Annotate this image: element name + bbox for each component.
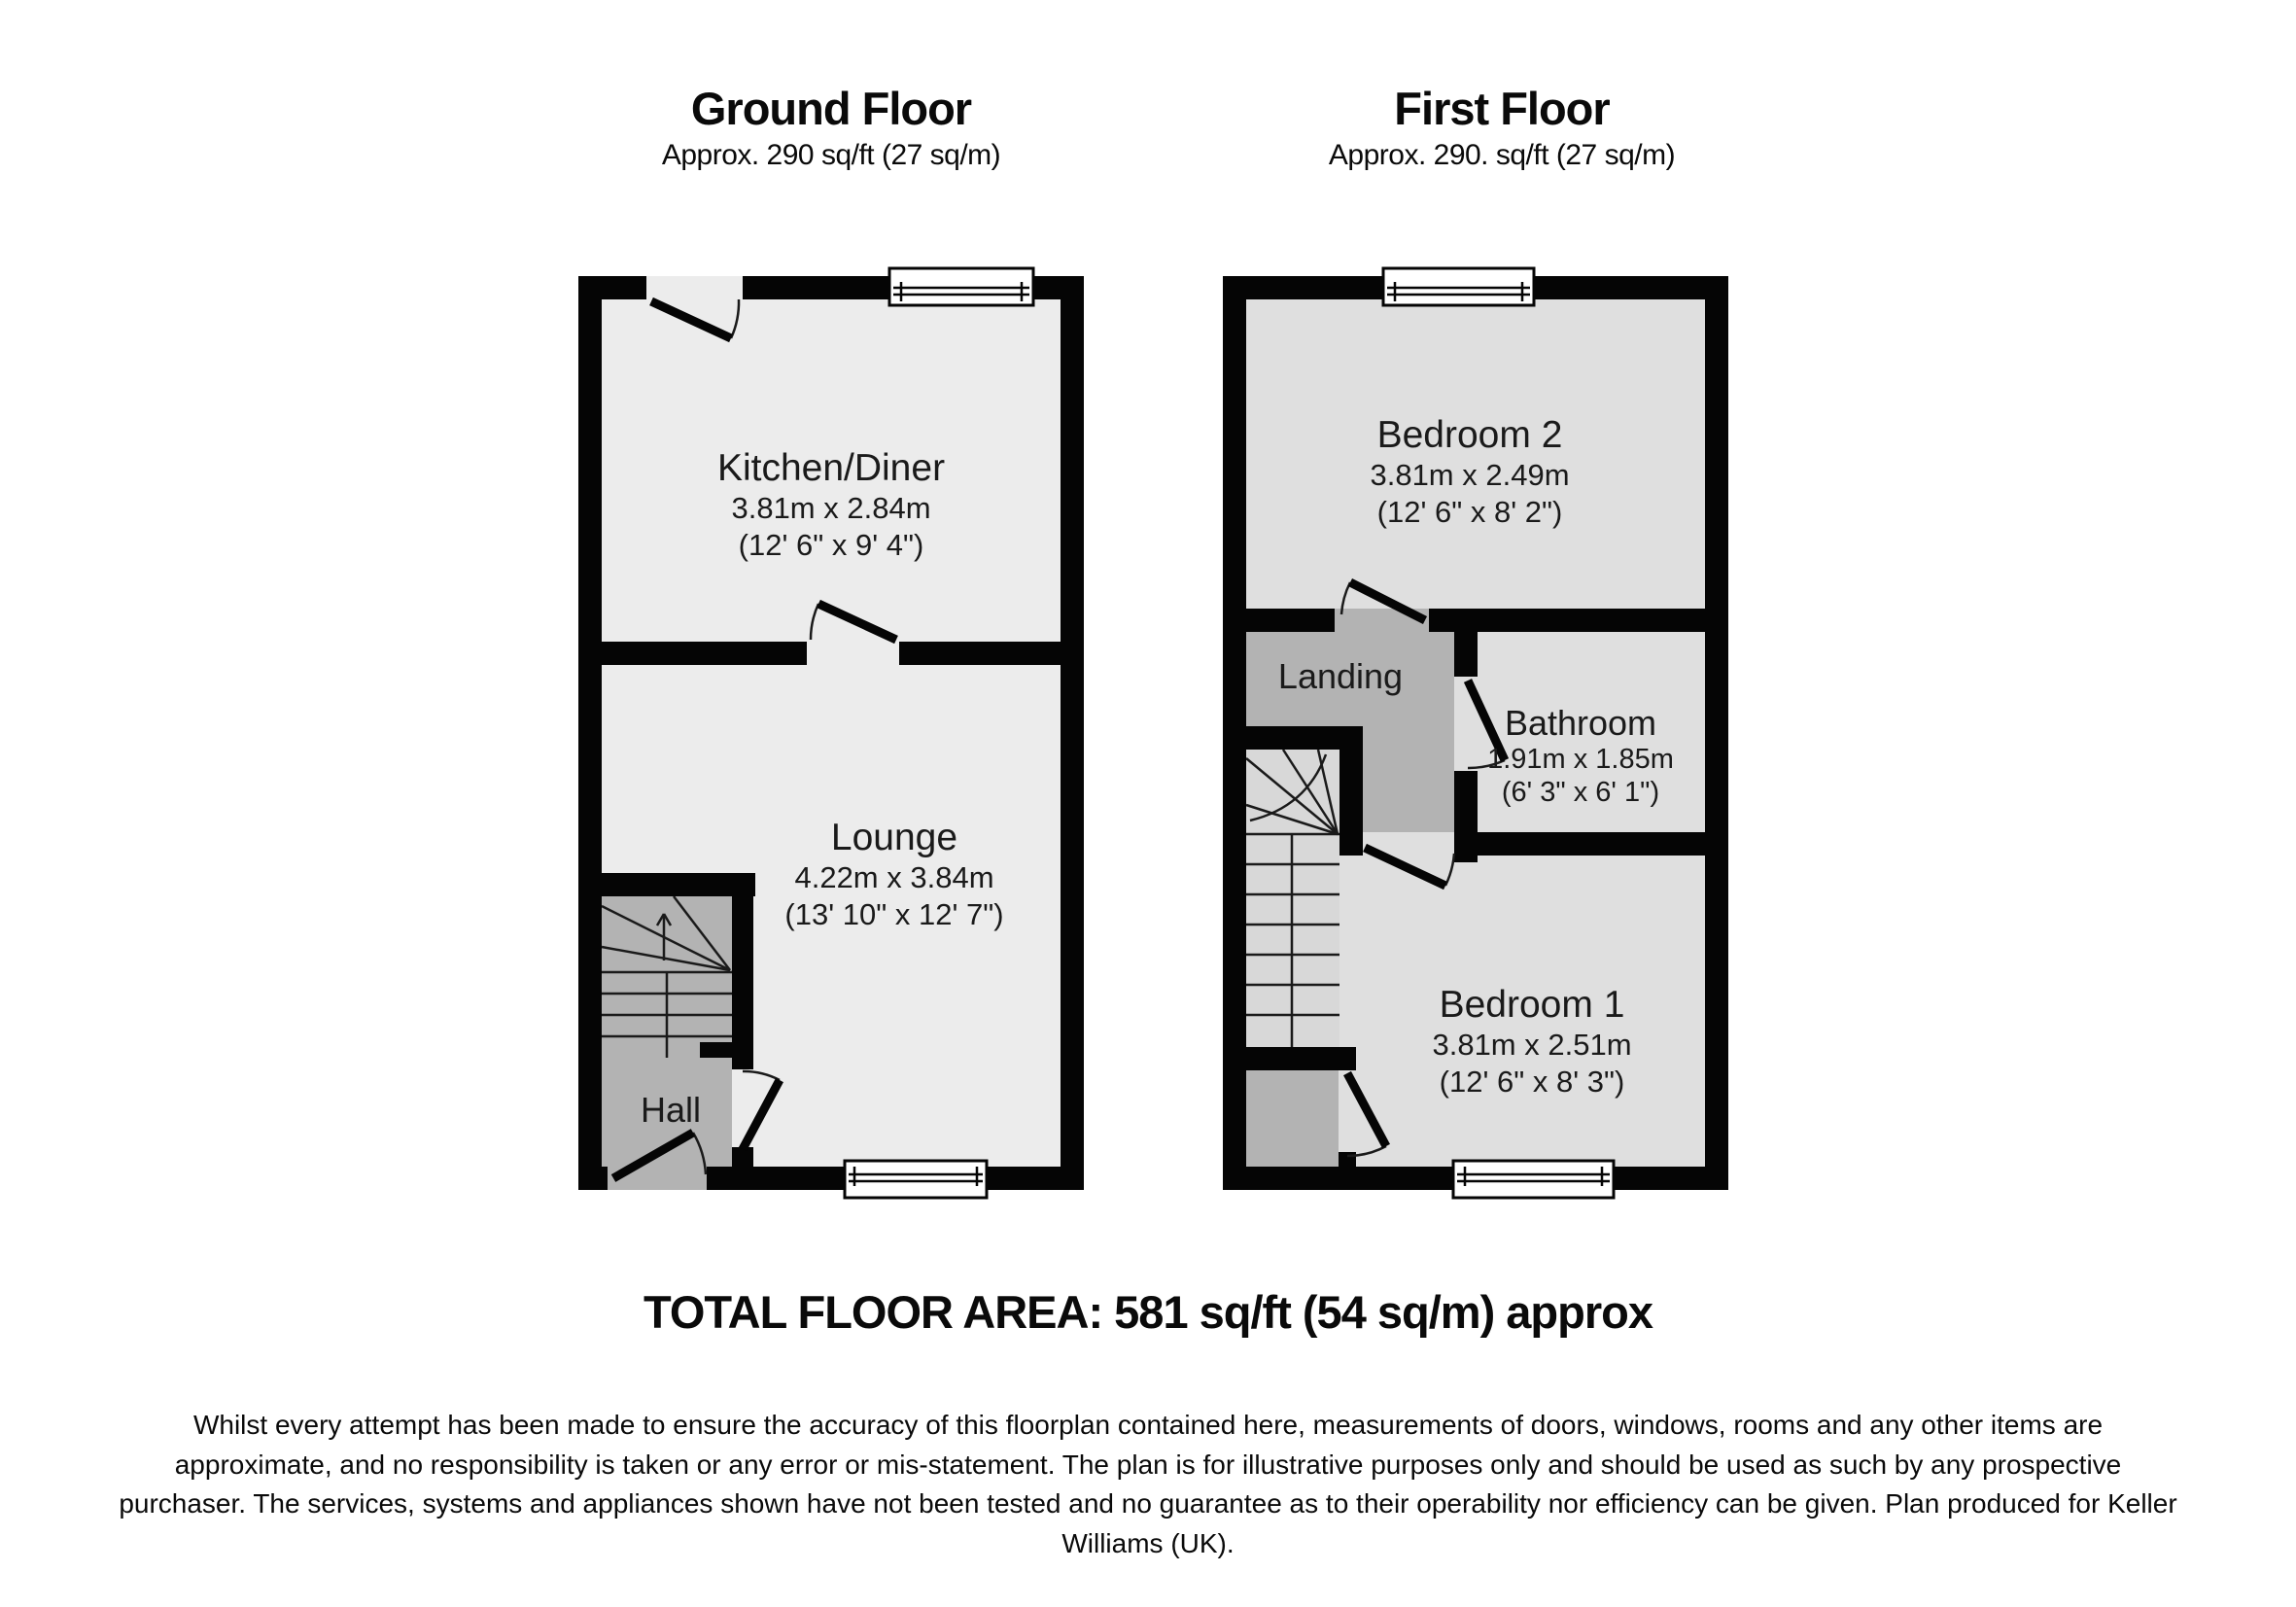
room-name: Bathroom [1504,703,1657,743]
room-name: Lounge [830,817,958,858]
bedroom1-window-icon [1453,1161,1614,1198]
room-label-bedroom1 [1338,984,1726,1100]
ground-floor-header [520,84,1142,175]
room-label-lounge [700,817,1089,933]
room-dims-metric: 3.81m x 2.51m [1432,1028,1632,1062]
understairs-fill [1246,1070,1339,1167]
kitchen-window-icon [889,268,1033,305]
lounge-window-icon [845,1161,987,1198]
first-floor-subtitle: Approx. 290. sq/ft (27 sq/m) [1328,139,1676,171]
room-dims-imperial: (12' 6" x 9' 4") [738,528,924,562]
room-label-bathroom [1386,704,1775,809]
room-name: Kitchen/Diner [716,447,946,489]
room-label-kitchen [637,447,1026,564]
first-floor-header [1191,84,1813,175]
room-dims-metric: 1.91m x 1.85m [1487,744,1674,775]
room-name: Landing [1277,656,1404,696]
room-dims-imperial: (12' 6" x 8' 2") [1376,495,1563,529]
disclaimer-text: Whilst every attempt has been made to ensure the accuracy of this floorplan contained here, measurements of doors, windows, rooms and any other items are approximate, and no responsibility is taken or any error or mis-statement. The plan is for illustrative purposes only and should be used as such by any prospective purchaser. The services, systems and appliances shown have not been tested and no guarantee as to their operability nor efficiency can be given. Plan produced for Keller Williams (UK). [119,1410,2177,1558]
room-name: Bedroom 1 [1439,984,1625,1026]
first-floor-plan [1223,276,1728,1190]
room-dims-imperial: (6' 3" x 6' 1") [1501,777,1660,808]
room-dims-metric: 3.81m x 2.84m [731,491,931,525]
ground-floor-subtitle: Approx. 290 sq/ft (27 sq/m) [661,139,1001,171]
total-floor-area: TOTAL FLOOR AREA: 581 sq/ft (54 sq/m) approx [643,1286,1652,1338]
room-label-bedroom2 [1275,414,1664,531]
ground-floor-drawing [578,276,1084,1190]
room-dims-metric: 3.81m x 2.49m [1370,458,1570,492]
room-name: Hall [640,1090,701,1130]
bedroom2-window-icon [1383,268,1534,305]
room-label-hall [574,1091,768,1130]
room-name: Bedroom 2 [1376,414,1563,456]
ground-floor-plan [578,276,1084,1190]
kitchen-door-threshold [646,276,743,299]
room-dims-metric: 4.22m x 3.84m [794,860,994,894]
room-label-landing [1243,657,1438,696]
first-floor-title: First Floor [1394,83,1610,134]
ground-floor-title: Ground Floor [690,83,972,134]
room-dims-imperial: (12' 6" x 8' 3") [1439,1065,1625,1099]
room-dims-imperial: (13' 10" x 12' 7") [784,897,1004,931]
